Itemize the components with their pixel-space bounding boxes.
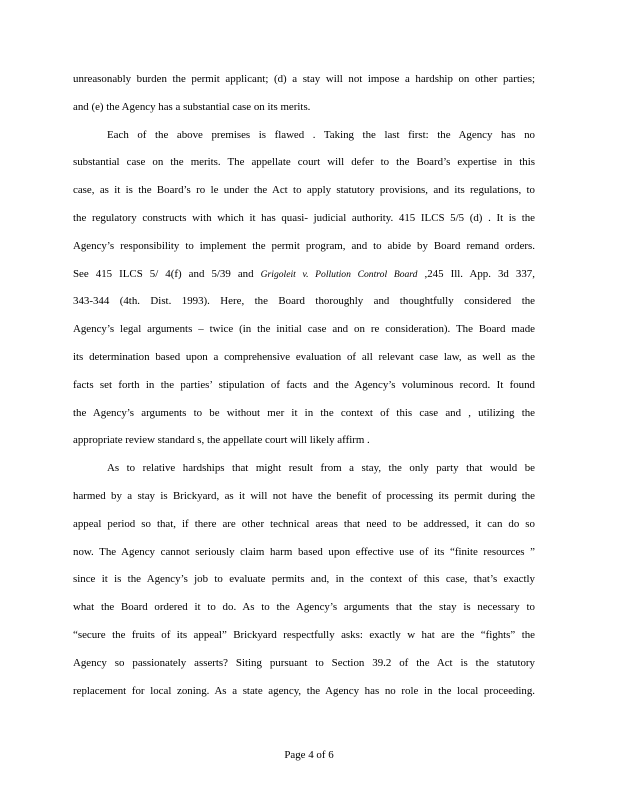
text-line: the Agency’s arguments to be without mer it in the context of this case and , utilizing the: [73, 406, 535, 419]
text-line: As to relative hardships that might result from a stay, the only party that would be: [107, 462, 535, 475]
page-number-footer: Page 4 of 6: [284, 749, 334, 761]
text-line: “secure the fruits of its appeal” Brickyard respectfully asks: exactly w hat are the “fights” the: [73, 628, 535, 641]
text-line: Agency’s legal arguments – twice (in the initial case and on re consideration). The Board made: [73, 323, 535, 336]
text-line: Each of the above premises is flawed . Taking the last first: the Agency has no: [107, 128, 535, 141]
text-line: what the Board ordered it to do. As to the Agency’s arguments that the stay is necessary to: [73, 601, 535, 614]
text-line: since it is the Agency’s job to evaluate permits and, in the context of this case, that’s exactly: [73, 573, 535, 586]
text-line: appropriate review standard s, the appellate court will likely affirm .: [73, 434, 370, 447]
text-line: Agency so passionately asserts? Siting pursuant to Section 39.2 of the Act is the statutory: [73, 656, 535, 669]
case-name-italic: Grigoleit v. Pollution Control Board: [260, 268, 418, 280]
citation-prefix: See 415 ILCS 5/ 4(f) and 5/39 and: [73, 267, 261, 280]
text-line: substantial case on the merits. The appellate court will defer to the Board’s expertise in this: [73, 156, 535, 169]
text-line: 343-344 (4th. Dist. 1993). Here, the Board thoroughly and thoughtfully considered the: [73, 295, 535, 308]
text-line: facts set forth in the parties’ stipulation of facts and the Agency’s voluminous record. It found: [73, 378, 535, 391]
text-line: Agency’s responsibility to implement the permit program, and to abide by Board remand orders.: [73, 239, 535, 252]
body-text: [73, 71, 535, 710]
text-line: unreasonably burden the permit applicant; (d) a stay will not impose a hardship on other parties;: [73, 73, 535, 85]
text-line: the regulatory constructs with which it has quasi- judicial authority. 415 ILCS 5/5 (d) . It is the: [73, 211, 535, 224]
citation-suffix: ,245 Ill. App. 3d 337,: [417, 267, 535, 280]
text-line: appeal period so that, if there are other technical areas that need to be addressed, it can do so: [73, 517, 535, 530]
text-line: replacement for local zoning. As a state agency, the Agency has no role in the local proceeding.: [73, 684, 535, 697]
text-line: case, as it is the Board’s ro le under the Act to apply statutory provisions, and its regulations, to: [73, 184, 535, 197]
text-line: and (e) the Agency has a substantial case on its merits.: [73, 100, 311, 113]
text-line: its determination based upon a comprehensive evaluation of all relevant case law, as well as the: [73, 350, 535, 363]
text-line-with-citation: [73, 266, 535, 294]
text-line: now. The Agency cannot seriously claim harm based upon effective use of its “finite resources ”: [73, 545, 535, 558]
text-line: harmed by a stay is Brickyard, as it will not have the benefit of processing its permit during the: [73, 489, 535, 502]
